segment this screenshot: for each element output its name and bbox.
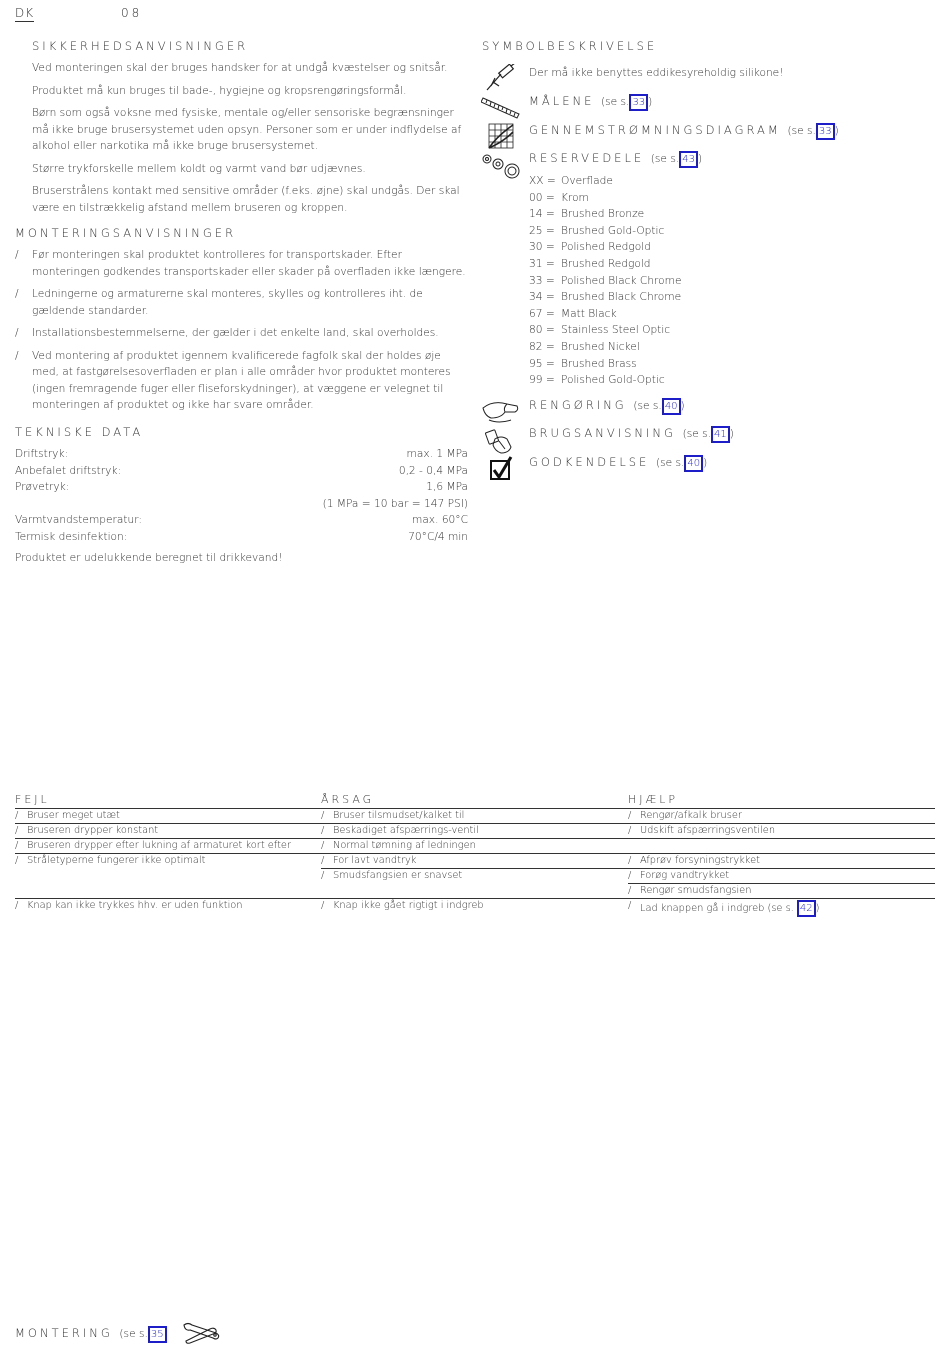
help-cell: / Afprøv forsyningstrykket [628, 855, 935, 866]
symbols-title: SYMBOLBESKRIVELSE [482, 39, 658, 53]
tech-row [15, 479, 468, 496]
safety-paragraph: Børn som også voksne med fysiske, mentale og/eller sensoriske begrænsninger må ikke bruge brusersystemet uden opsyn. Personer som er under indflydelse af alkohol eller narkotika må ikke bruge brusersystemet. [32, 107, 462, 152]
cause-cell: / Beskadiget afspærrings-ventil [321, 825, 628, 836]
tech-value: max. 1 MPa [406, 448, 468, 460]
mounting-item: / Ved montering af produktet igennem kvalificerede fagfolk skal der holdes øje med, at fastgørelsesoverfladen er plan i alle områder hvor produktet monteres (ingen fremragende fuger eller fliseforskydninger), at væggene er velegnet til monteringen af produktet og ikke har svare områder. [15, 348, 467, 414]
finish-code-row: 33 = Polished Black Chrome [529, 274, 682, 287]
help-cell: / Forøg vandtrykket [628, 870, 935, 881]
safety-title: SIKKERHEDSANVISNINGER [32, 39, 249, 53]
approval-label: GODKENDELSE [529, 455, 650, 469]
cause-cell: / Bruser tilsmudset/kalket til [321, 810, 628, 821]
spare-parts-icon [481, 152, 521, 180]
tech-title: TEKNISKE DATA [15, 425, 144, 439]
tech-label: Termisk desinfektion: [15, 530, 128, 543]
cause-cell: / Normal tømning af ledningen [321, 840, 628, 851]
page-ref-link[interactable]: 43 [679, 151, 698, 168]
mounting-item: / Installationsbestemmelserne, der gælder i det enkelte land, skal overholdes. [15, 325, 467, 342]
checkbox-checked-icon [481, 456, 521, 484]
tech-value: 1,6 MPa [426, 481, 468, 493]
finish-code-row: 00 = Krom [529, 191, 589, 204]
fault-cell: / Bruser meget utæt [15, 810, 321, 821]
fault-header-row [15, 792, 935, 809]
see-page-text: (se s. [682, 428, 711, 440]
see-close: ) [648, 96, 653, 108]
mounting-item: / Ledningerne og armaturerne skal monteres, skylles og kontrolleres iht. de gældende standarder. [15, 286, 467, 319]
table-row [15, 824, 935, 839]
table-row [15, 839, 935, 854]
page-number: 08 [121, 6, 143, 20]
tech-label: Driftstryk: [15, 448, 69, 460]
page-ref-link[interactable]: 40 [684, 455, 703, 472]
tech-row [15, 446, 468, 463]
tech-value: 70°C/4 min [408, 530, 468, 543]
table-row [15, 884, 935, 899]
usage-hand-icon [481, 427, 521, 455]
cause-cell: / Knap ikke gået rigtigt i indgreb [321, 900, 628, 911]
see-page-text: (se s. [650, 153, 680, 165]
wrench-icon [180, 1321, 222, 1345]
tech-label: Varmtvandstemperatur: [15, 514, 142, 526]
table-row [15, 869, 935, 884]
finish-code-row: 30 = Polished Redgold [529, 241, 651, 254]
usage-label: BRUGSANVISNING [529, 426, 676, 440]
footer-label: MONTERING [15, 1326, 113, 1340]
fault-cell: / Bruseren drypper efter lukning af armaturet kort efter [15, 840, 321, 851]
silicone-note: Der må ikke benyttes eddikesyreholdig silikone! [529, 67, 784, 79]
measure-label: MÅLENE [529, 94, 595, 108]
tech-note: Produktet er udelukkende beregnet til drikkevand! [15, 552, 283, 564]
tech-row [15, 529, 468, 546]
fault-table [15, 792, 935, 919]
mounting-title: MONTERINGSANVISNINGER [15, 226, 237, 240]
fault-cell: / Stråletyperne fungerer ikke optimalt [15, 855, 321, 866]
footer-mounting [15, 1326, 167, 1343]
tech-row [15, 512, 468, 529]
see-page-text: (se s. [633, 400, 662, 412]
approval-entry [529, 455, 707, 472]
finish-code-row: 31 = Brushed Redgold [529, 257, 651, 270]
page-ref-link[interactable]: 42 [797, 900, 816, 917]
tech-value: (1 MPa = 10 bar = 147 PSI) [322, 497, 468, 510]
flow-entry [529, 123, 839, 140]
finish-code-row: 14 = Brushed Bronze [529, 208, 645, 221]
help-cell: / Udskift afspærringsventilen [628, 825, 935, 836]
silicone-gun-icon [481, 64, 521, 92]
safety-paragraph: Bruserstrålens kontakt med sensitive områder (f.eks. øjne) skal undgås. Der skal være en tilstrækkelig afstand mellem bruseren og kroppen. [32, 185, 460, 214]
see-close: ) [834, 125, 839, 137]
tech-table [15, 446, 468, 567]
see-page-text: (se s. [119, 1328, 148, 1340]
mounting-item: / Før monteringen skal produktet kontrolleres for transportskader. Efter monteringen godkendes transportskader eller skader på overfladen ikke længere. [15, 247, 467, 280]
finish-code-row: 34 = Brushed Black Chrome [529, 291, 682, 304]
help-header: HJÆLP [628, 793, 678, 806]
tech-value: max. 60°C [412, 514, 468, 526]
finish-code-row: 99 = Polished Gold-Optic [529, 374, 665, 387]
usage-entry [529, 426, 734, 443]
spare-entry [529, 151, 702, 168]
finish-code-row: 95 = Brushed Brass [529, 357, 637, 370]
safety-text [32, 60, 462, 222]
spare-label: RESERVEDELE [529, 151, 645, 165]
finish-code-row: 25 = Brushed Gold-Optic [529, 224, 665, 237]
see-page-text: (se s. [787, 125, 816, 137]
help-cell: / Rengør/afkalk bruser [628, 810, 935, 821]
table-row [15, 809, 935, 824]
flow-label: GENNEMSTRØMNINGSDIAGRAM [529, 123, 781, 137]
safety-paragraph: Produktet må kun bruges til bade-, hygiejne og kropsrengøringsformål. [32, 84, 407, 97]
see-close: ) [680, 400, 685, 412]
tech-row [15, 496, 468, 513]
table-row [15, 899, 935, 920]
page-ref-link[interactable]: 33 [629, 94, 648, 111]
measure-entry [529, 94, 652, 111]
help-cell: / Lad knappen gå i indgreb (se s. 42 ) [628, 900, 935, 917]
finish-code-row: 80 = Stainless Steel Optic [529, 324, 671, 337]
cause-header: ÅRSAG [321, 793, 375, 806]
cause-cell: / For lavt vandtryk [321, 855, 628, 866]
page-ref-link[interactable]: 33 [816, 123, 835, 140]
tech-value: 0,2 - 0,4 MPa [398, 464, 468, 477]
cleaning-hand-icon [481, 398, 521, 426]
see-page-text: (se s. [601, 96, 630, 108]
tech-label: Anbefalet driftstryk: [15, 464, 122, 477]
tech-label: Prøvetryk: [15, 481, 70, 493]
safety-paragraph: Større trykforskelle mellem koldt og varmt vand bør udjævnes. [32, 162, 366, 175]
safety-paragraph: Ved monteringen skal der bruges handsker for at undgå kvæstelser og snitsår. [32, 62, 448, 74]
see-page-text: (se s. [655, 457, 685, 469]
page-ref-link[interactable]: 35 [148, 1326, 167, 1343]
see-close: ) [697, 153, 703, 165]
mounting-list [15, 247, 467, 420]
ruler-icon [481, 94, 521, 122]
cleaning-label: RENGØRING [529, 398, 627, 412]
page-ref-link[interactable]: 41 [711, 426, 730, 443]
page-ref-link[interactable]: 40 [662, 398, 681, 415]
fault-header: FEJL [15, 793, 50, 806]
cleaning-entry [529, 398, 685, 415]
tech-row [15, 463, 468, 480]
finish-code-row: 67 = Matt Black [529, 307, 617, 320]
see-close: ) [729, 428, 734, 440]
finish-code-row: 82 = Brushed Nickel [529, 340, 640, 353]
fault-cell: / Knap kan ikke trykkes hhv. er uden funktion [15, 900, 321, 911]
help-cell: / Rengør smudsfangsien [628, 885, 935, 896]
finish-code-row: XX = Overflade [529, 175, 613, 187]
flow-diagram-icon [481, 122, 521, 150]
see-close: ) [703, 457, 708, 469]
table-row [15, 854, 935, 869]
finish-codes [529, 173, 681, 389]
language-code: DK [15, 6, 35, 20]
fault-cell: / Bruseren drypper konstant [15, 825, 321, 836]
cause-cell: / Smudsfangsien er snavset [321, 870, 628, 881]
